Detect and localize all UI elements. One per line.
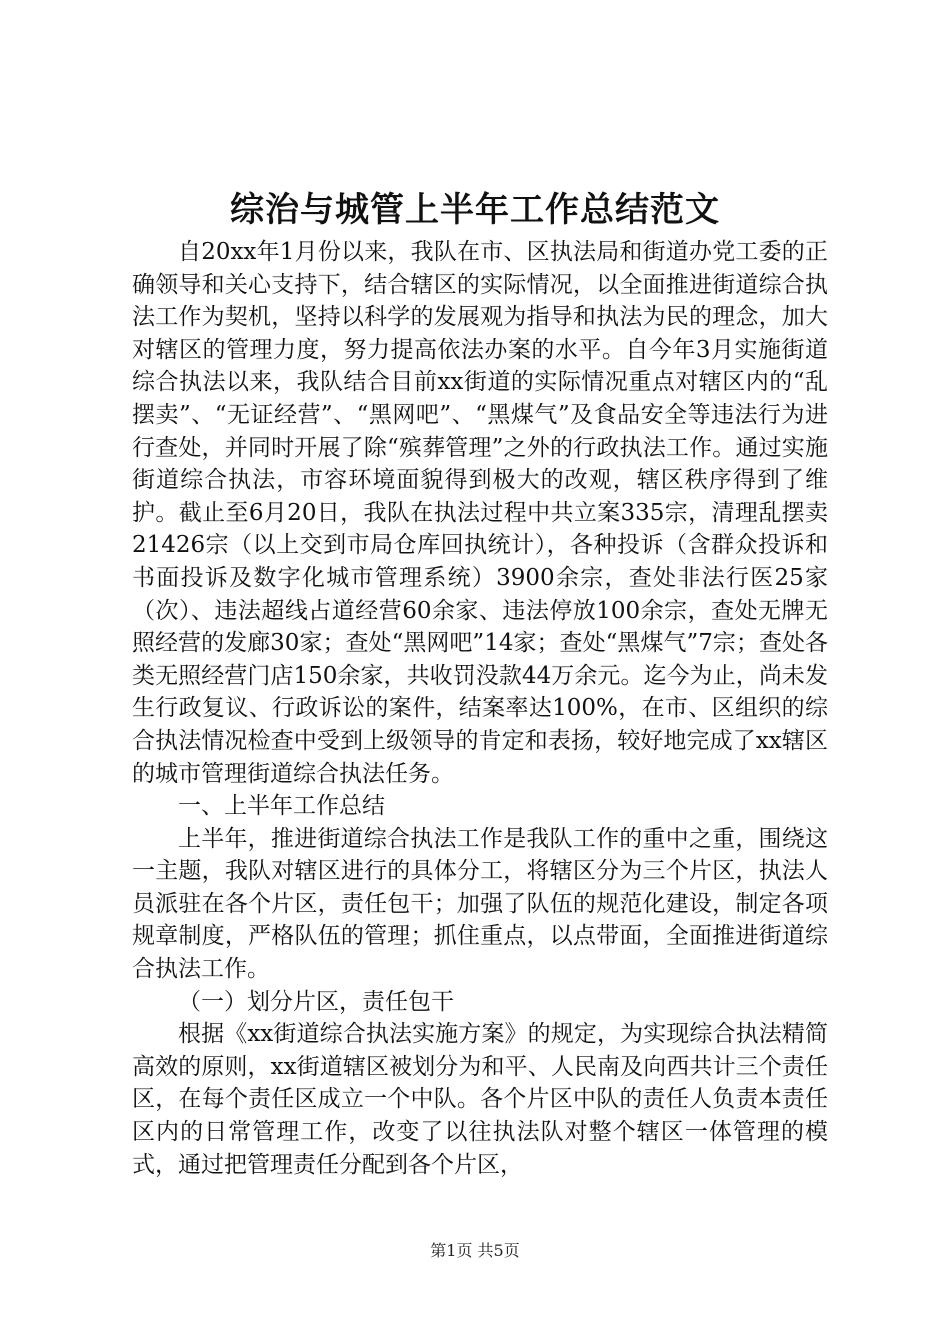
document-body: [132, 236, 828, 1181]
section-paragraph: 上半年，推进街道综合执法工作是我队工作的重中之重，围绕这一主题，我队对辖区进行的具体分工，将辖区分为三个片区，执法人员派驻在各个片区，责任包干；加强了队伍的规范化建设，制定各项规章制度，严格队伍的管理；抓住重点，以点带面，全面推进街道综合执法工作。: [132, 825, 828, 983]
subsection-heading: （一）划分片区，责任包干: [178, 988, 454, 1015]
document-title: 综治与城管上半年工作总结范文: [230, 190, 720, 230]
intro-paragraph: 自20xx年1月份以来，我队在市、区执法局和街道办党工委的正确领导和关心支持下，结合辖区的实际情况，以全面推进街道综合执法工作为契机，坚持以科学的发展观为指导和执法为民的理念，加大对辖区的管理力度，努力提高依法办案的水平。自今年3月实施街道综合执法以来，我队结合目前xx街道的实际情况重点对辖区内的“乱摆卖”、“无证经营”、“黑网吧”、“黑煤气”及食品安全等违法行为进行查处，并同时开展了除“殡葬管理”之外的行政执法工作。通过实施街道综合执法，市容环境面貌得到极大的改观，辖区秩序得到了维护。截止至6月20日，我队在执法过程中共立案335宗，清理乱摆卖21426宗（以上交到市局仓库回执统计），各种投诉（含群众投诉和书面投诉及数字化城市管理系统）3900余宗，查处非法行医25家（次）、违法超线占道经营60余家、违法停放100余宗，查处无牌无照经营的发廊30家；查处“黑网吧”14家；查处“黑煤气”7宗；查处各类无照经营门店150余家，共收罚没款44万余元。迄今为止，尚未发生行政复议、行政诉讼的案件，结案率达100%，在市、区组织的综合执法情况检查中受到上级领导的肯定和表扬，较好地完成了xx辖区的城市管理街道综合执法任务。: [132, 239, 828, 787]
subsection-paragraph: 根据《xx街道综合执法实施方案》的规定，为实现综合执法精简高效的原则，xx街道辖区被划分为和平、人民南及向西共计三个责任区，在每个责任区成立一个中队。各个片区中队的责任人负责本责任区内的日常管理工作，改变了以往执法队对整个辖区一体管理的模式，通过把管理责任分配到各个片区，: [132, 1021, 828, 1178]
page-number-footer: 第1页 共5页: [430, 1241, 520, 1260]
section-heading: 一、上半年工作总结: [178, 793, 385, 820]
